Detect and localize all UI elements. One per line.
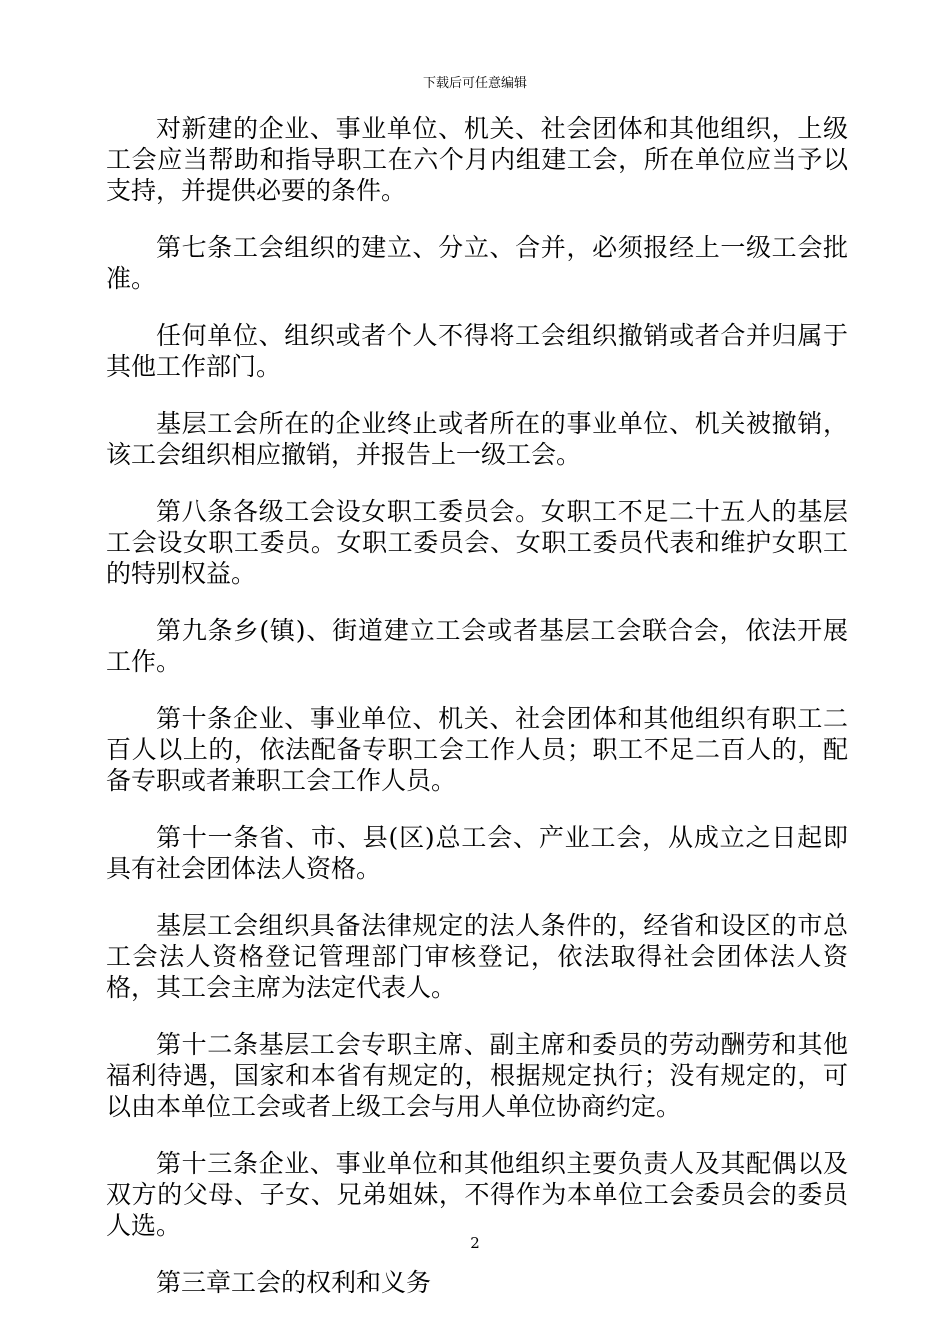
page-number: 2: [470, 1234, 480, 1252]
paragraph: 对新建的企业、事业单位、机关、社会团体和其他组织，上级工会应当帮助和指导职工在六个月内组建工会，所在单位应当予以支持，并提供必要的条件。: [106, 114, 848, 205]
paragraph: 基层工会组织具备法律规定的法人条件的，经省和设区的市总工会法人资格登记管理部门审核登记，依法取得社会团体法人资格，其工会主席为法定代表人。: [106, 911, 848, 1002]
paragraph: 第十条企业、事业单位、机关、社会团体和其他组织有职工二百人以上的，依法配备专职工会工作人员；职工不足二百人的，配备专职或者兼职工会工作人员。: [106, 704, 848, 795]
paragraph: 第七条工会组织的建立、分立、合并，必须报经上一级工会批准。: [106, 233, 848, 293]
paragraph: 任何单位、组织或者个人不得将工会组织撤销或者合并归属于其他工作部门。: [106, 321, 848, 381]
paragraph: 第十一条省、市、县(区)总工会、产业工会，从成立之日起即具有社会团体法人资格。: [106, 823, 848, 883]
chapter-heading: 第三章工会的权利和义务: [156, 1268, 432, 1297]
paragraph: 第九条乡(镇)、街道建立工会或者基层工会联合会，依法开展工作。: [106, 616, 848, 676]
document-body: [106, 113, 848, 1324]
paragraph: 基层工会所在的企业终止或者所在的事业单位、机关被撤销，该工会组织相应撤销，并报告上一级工会。: [106, 409, 848, 469]
paragraph: 第八条各级工会设女职工委员会。女职工不足二十五人的基层工会设女职工委员。女职工委员会、女职工委员代表和维护女职工的特别权益。: [106, 497, 848, 588]
page-header: 下载后可任意编辑: [422, 76, 527, 91]
paragraph: 第十三条企业、事业单位和其他组织主要负责人及其配偶以及双方的父母、子女、兄弟姐妹，不得作为本单位工会委员会的委员人选。: [106, 1149, 848, 1240]
paragraph: 第十二条基层工会专职主席、副主席和委员的劳动酬劳和其他福利待遇，国家和本省有规定的，根据规定执行；没有规定的，可以由本单位工会或者上级工会与用人单位协商约定。: [106, 1030, 848, 1121]
